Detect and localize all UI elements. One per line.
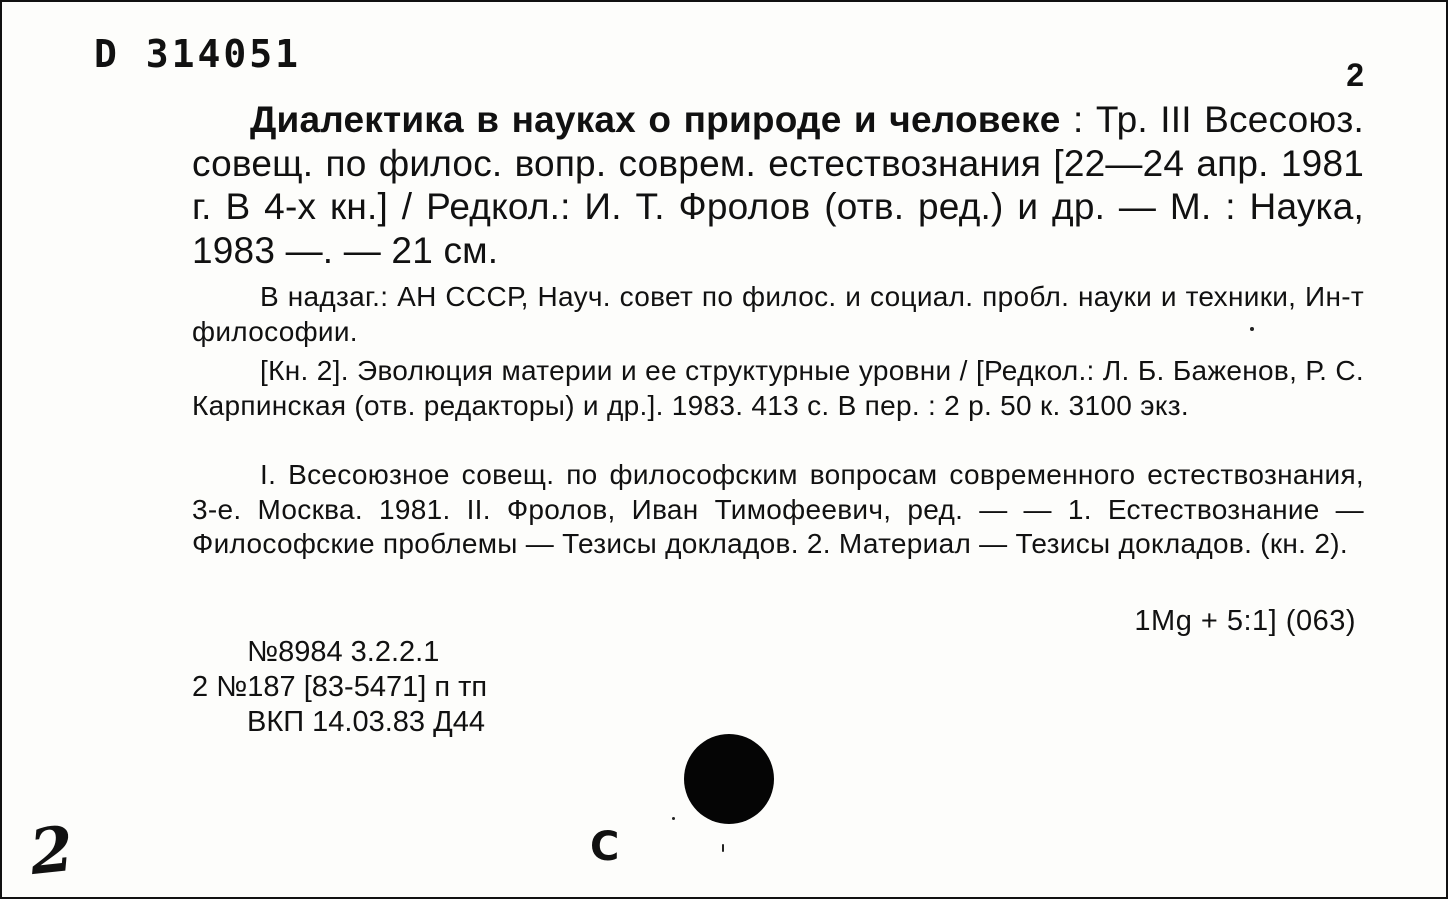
order-line-3: ВКП 14.03.83 Д44 — [247, 706, 485, 738]
book-title: Диалектика в науках о природе и человеке — [250, 99, 1061, 140]
handwritten-mark-c: C — [590, 824, 620, 870]
handwritten-mark-left: 2 — [26, 811, 77, 890]
classification-index: 1Mg + 5:1] (063) — [1134, 605, 1356, 637]
shelf-code: D 314051 — [94, 32, 302, 76]
order-line-1: №8984 3.2.2.1 — [247, 636, 440, 668]
publication-details: : Тр. III Всесоюз. совещ. по филос. вопр. соврем. естествознания [22—24 апр. 1981 г. В 4-х кн.] / Редкол.: И. Т. Фролов (отв. ред.) и др. — М. : Наука, 1983 —. — 21 см. — [192, 99, 1364, 271]
punch-hole — [684, 734, 774, 824]
dust-speck — [722, 844, 724, 852]
series-note: В надзаг.: АН СССР, Науч. совет по филос. и социал. пробл. науки и техники, Ин-т философии. — [192, 281, 1364, 347]
order-info — [192, 635, 487, 740]
bibliographic-description — [192, 98, 1364, 272]
subject-headings: I. Всесоюзное совещ. по философским вопросам современного естествознания, 3-е. Москва. 1981. II. Фролов, Иван Тимофеевич, ред. — — 1. Естествознание — Философские проблемы — Тезисы докладов. 2. Материал — Тезисы докладов. (кн. 2). — [192, 459, 1364, 559]
volume-description: [Кн. 2]. Эволюция материи и ее структурные уровни / [Редкол.: Л. Б. Баженов, Р. С. Карпинская (отв. редакторы) и др.]. 1983. 413 с. В пер. : 2 р. 50 к. 3100 экз. — [192, 355, 1364, 421]
order-line-2: 2 №187 [83-5471] п тп — [192, 671, 488, 703]
dust-speck — [672, 817, 675, 820]
card-number: 2 — [1346, 57, 1364, 93]
dust-speck — [1250, 327, 1254, 331]
